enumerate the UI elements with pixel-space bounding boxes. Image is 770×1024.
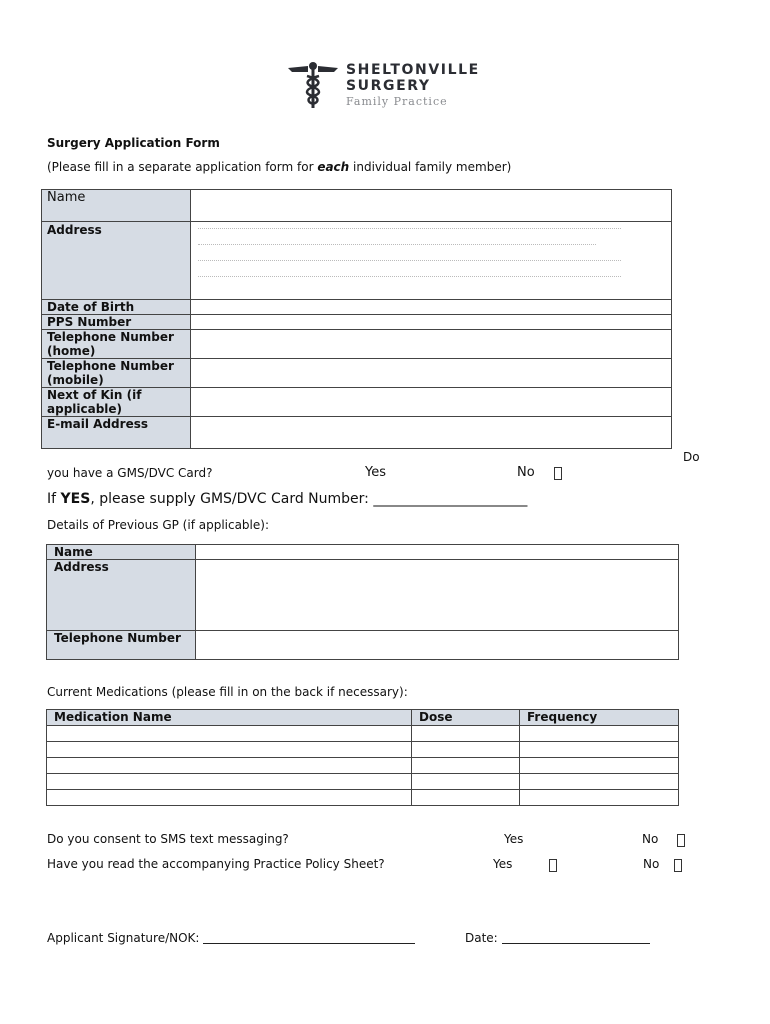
- table-row: [47, 742, 679, 758]
- previous-gp-table: [46, 544, 679, 660]
- name-field[interactable]: [191, 190, 672, 222]
- frequency-cell[interactable]: [520, 790, 679, 806]
- table-row: [47, 774, 679, 790]
- sms-yes-label: Yes: [504, 832, 524, 846]
- tel-mobile-label: Telephone Number (mobile): [42, 359, 191, 388]
- medication-cell[interactable]: [47, 758, 412, 774]
- policy-question: Have you read the accompanying Practice Policy Sheet?: [47, 857, 385, 871]
- gp-telephone-field[interactable]: [196, 631, 679, 660]
- dose-cell[interactable]: [412, 758, 520, 774]
- tel-home-field[interactable]: [191, 330, 672, 359]
- date-line: [465, 931, 650, 945]
- logo-line-2: SURGERY: [346, 78, 431, 94]
- policy-no-checkbox[interactable]: [674, 859, 682, 872]
- dose-header: Dose: [412, 710, 520, 726]
- sms-no-label: No: [642, 832, 659, 846]
- nok-field[interactable]: [191, 388, 672, 417]
- dose-cell[interactable]: [412, 742, 520, 758]
- medications-table: [46, 709, 679, 806]
- medication-cell[interactable]: [47, 774, 412, 790]
- logo-tagline: Family Practice: [346, 95, 448, 108]
- name-label: Name: [42, 190, 191, 222]
- gms-yes-bold: YES: [60, 491, 91, 507]
- gp-telephone-label: Telephone Number: [47, 631, 196, 660]
- logo-line-1: SHELTONVILLE: [346, 62, 480, 78]
- table-row: [47, 726, 679, 742]
- tel-mobile-field[interactable]: [191, 359, 672, 388]
- gms-question-start: Do: [683, 450, 700, 464]
- frequency-header: Frequency: [520, 710, 679, 726]
- policy-yes-checkbox[interactable]: [549, 859, 557, 872]
- form-note: (Please fill in a separate application form for each individual family member): [47, 160, 512, 174]
- nok-label: Next of Kin (if applicable): [42, 388, 191, 417]
- gp-name-field[interactable]: [196, 545, 679, 560]
- email-label: E-mail Address: [42, 417, 191, 449]
- signature-field[interactable]: [203, 943, 415, 944]
- pps-label: PPS Number: [42, 315, 191, 330]
- gp-address-field[interactable]: [196, 560, 679, 631]
- caduceus-icon: [286, 60, 340, 110]
- gms-card-number-line: If YES, please supply GMS/DVC Card Number: ______________________: [47, 491, 528, 507]
- tel-home-label: Telephone Number (home): [42, 330, 191, 359]
- previous-gp-caption: Details of Previous GP (if applicable):: [47, 518, 269, 532]
- pps-field[interactable]: [191, 315, 672, 330]
- frequency-cell[interactable]: [520, 758, 679, 774]
- table-row: [47, 758, 679, 774]
- dose-cell[interactable]: [412, 790, 520, 806]
- medication-cell[interactable]: [47, 790, 412, 806]
- date-field[interactable]: [502, 943, 650, 944]
- note-emphasis: each: [317, 160, 350, 174]
- frequency-cell[interactable]: [520, 774, 679, 790]
- gms-question: you have a GMS/DVC Card?: [47, 466, 213, 480]
- gp-name-label: Name: [47, 545, 196, 560]
- medications-caption: Current Medications (please fill in on the back if necessary):: [47, 685, 408, 699]
- personal-details-table: [41, 189, 672, 449]
- dob-label: Date of Birth: [42, 300, 191, 315]
- gms-no-label: No: [517, 465, 535, 480]
- medication-cell[interactable]: [47, 742, 412, 758]
- email-field[interactable]: [191, 417, 672, 449]
- gp-address-label: Address: [47, 560, 196, 631]
- sms-no-checkbox[interactable]: [677, 834, 685, 847]
- frequency-cell[interactable]: [520, 726, 679, 742]
- sms-consent-question: Do you consent to SMS text messaging?: [47, 832, 289, 846]
- dose-cell[interactable]: [412, 774, 520, 790]
- table-row: [47, 790, 679, 806]
- medication-cell[interactable]: [47, 726, 412, 742]
- form-title: Surgery Application Form: [47, 136, 220, 150]
- address-label: Address: [42, 222, 191, 300]
- gms-no-checkbox[interactable]: [554, 467, 562, 480]
- medication-name-header: Medication Name: [47, 710, 412, 726]
- frequency-cell[interactable]: [520, 742, 679, 758]
- policy-yes-label: Yes: [493, 857, 513, 871]
- dob-field[interactable]: [191, 300, 672, 315]
- signature-line: [47, 931, 415, 945]
- date-label: Date:: [465, 931, 498, 945]
- signature-label: Applicant Signature/NOK:: [47, 931, 200, 945]
- dose-cell[interactable]: [412, 726, 520, 742]
- address-field[interactable]: [191, 222, 672, 300]
- practice-logo: [286, 58, 486, 114]
- policy-no-label: No: [643, 857, 660, 871]
- gms-yes-label: Yes: [365, 465, 386, 480]
